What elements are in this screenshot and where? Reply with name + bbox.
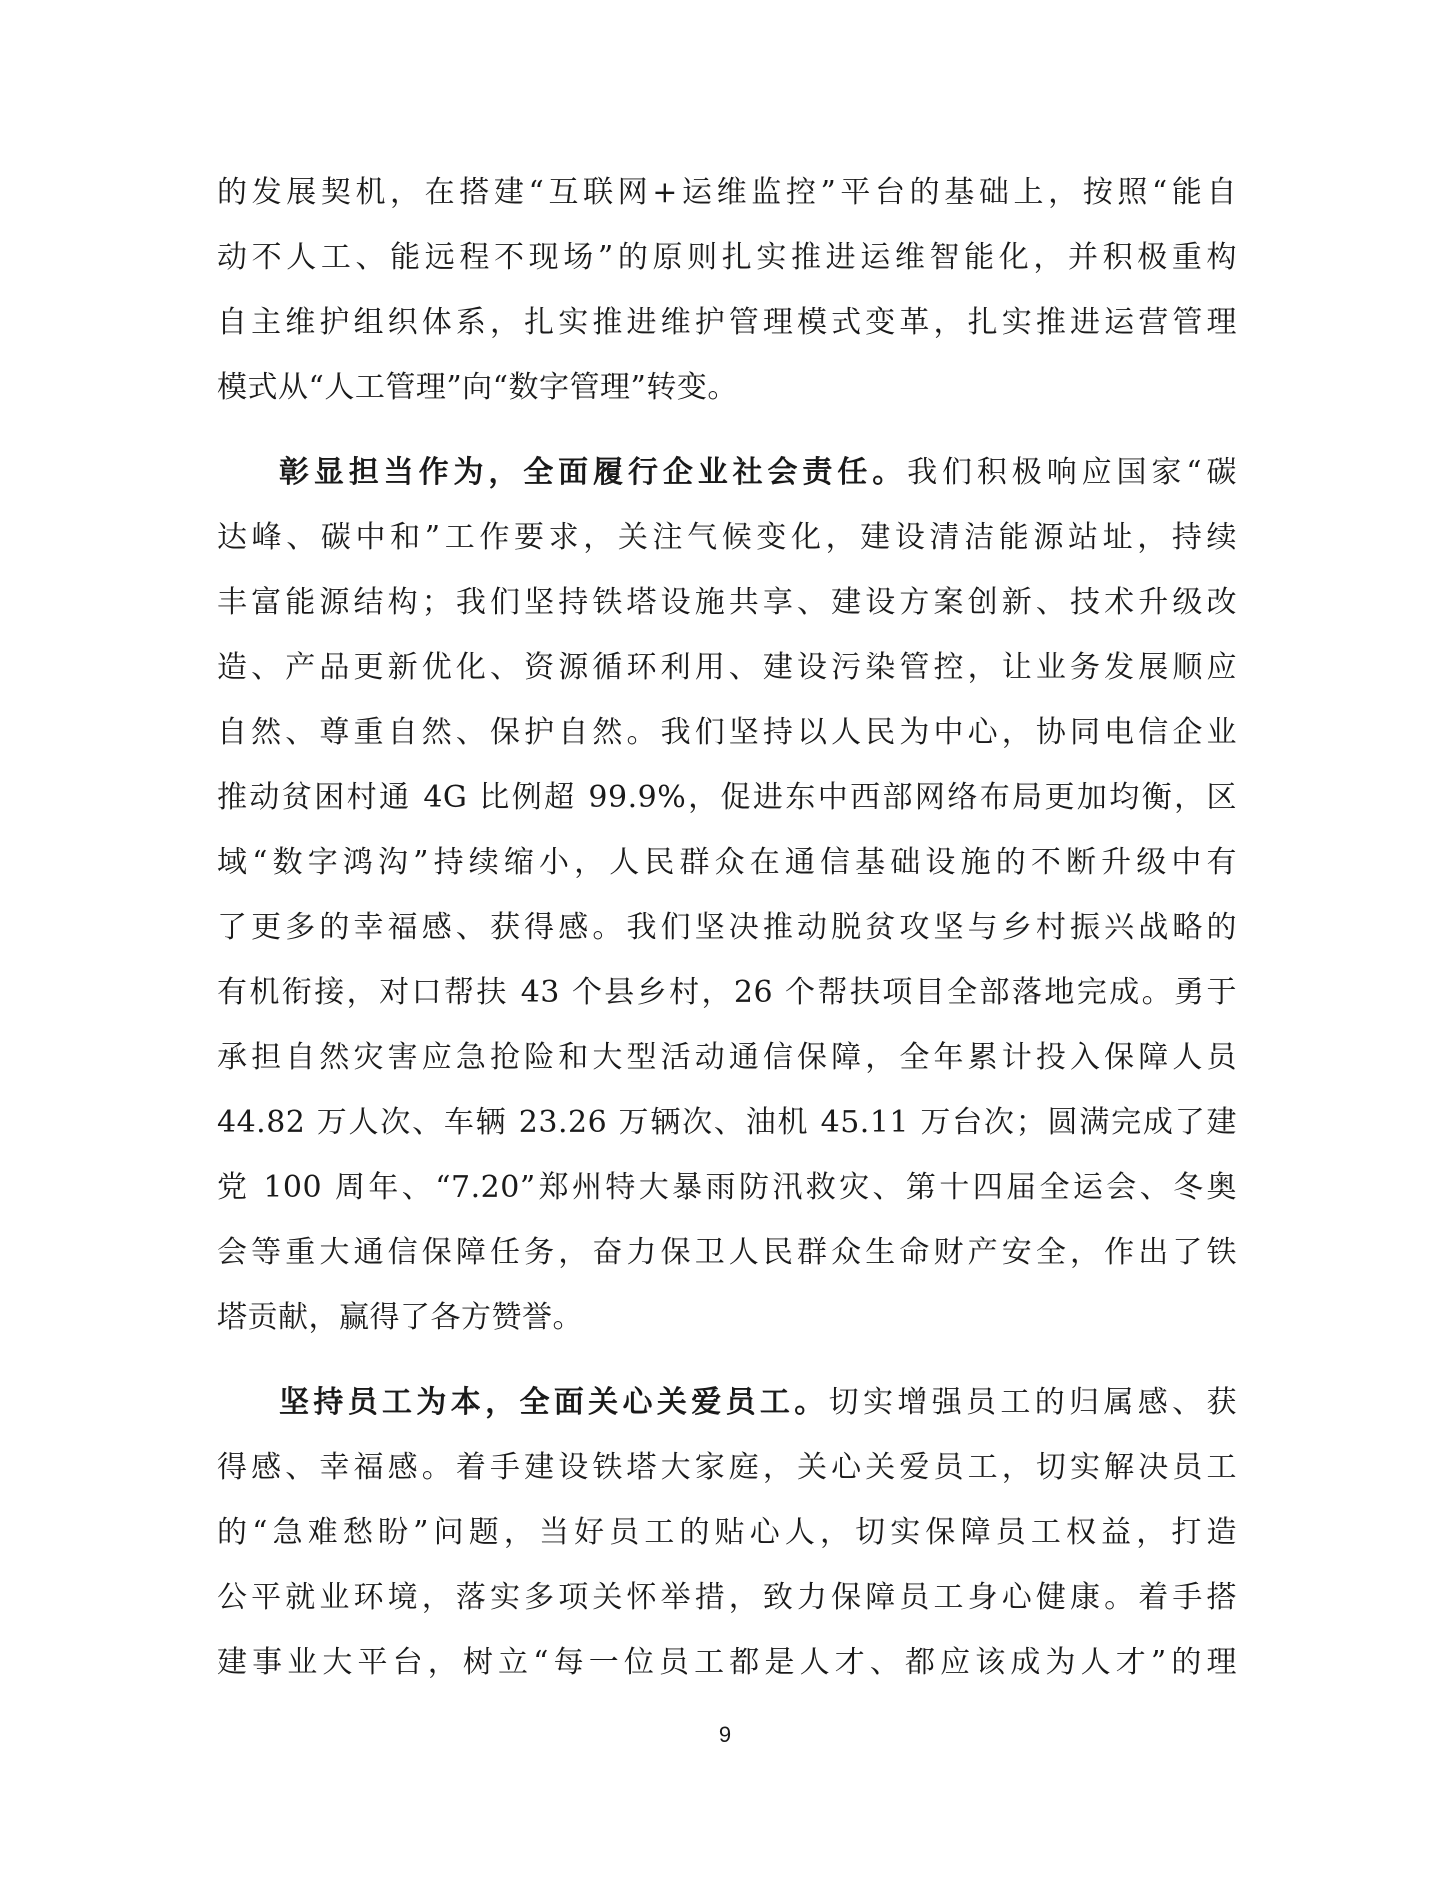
text-line: 党 100 周年、“7.20”郑州特大暴雨防汛救灾、第十四届全运会、冬奥 (217, 1170, 1237, 1205)
paragraph-heading: 彰显担当作为，全面履行企业社会责任。 (279, 455, 908, 490)
text-line: 模式从“人工管理”向“数字管理”转变。 (217, 370, 738, 405)
text-line: 动不人工、能远程不现场”的原则扎实推进运维智能化，并积极重构 (217, 240, 1237, 275)
paragraph-2 (217, 440, 1237, 1350)
text-span: 我们积极响应国家“碳 (907, 455, 1237, 490)
text-line: 的“急难愁盼”问题，当好员工的贴心人，切实保障员工权益，打造 (217, 1515, 1237, 1550)
text-line: 会等重大通信保障任务，奋力保卫人民群众生命财产安全，作出了铁 (217, 1235, 1237, 1270)
text-line: 了更多的幸福感、获得感。我们坚决推动脱贫攻坚与乡村振兴战略的 (217, 910, 1237, 945)
text-line: 达峰、碳中和”工作要求，关注气候变化，建设清洁能源站址，持续 (217, 520, 1237, 555)
text-span: 切实增强员工的归属感、获 (828, 1385, 1238, 1420)
text-line: 塔贡献，赢得了各方赞誉。 (217, 1300, 583, 1335)
text-line: 自主维护组织体系，扎实推进维护管理模式变革，扎实推进运营管理 (217, 305, 1237, 340)
text-line (217, 440, 1237, 505)
body-text (217, 160, 1237, 1695)
text-line: 承担自然灾害应急抢险和大型活动通信保障，全年累计投入保障人员 (217, 1040, 1237, 1075)
text-line: 域“数字鸿沟”持续缩小，人民群众在通信基础设施的不断升级中有 (217, 845, 1237, 880)
text-line: 推动贫困村通 4G 比例超 99.9%，促进东中西部网络布局更加均衡，区 (217, 780, 1237, 815)
text-line: 公平就业环境，落实多项关怀举措，致力保障员工身心健康。着手搭 (217, 1580, 1237, 1615)
text-line: 建事业大平台，树立“每一位员工都是人才、都应该成为人才”的理 (217, 1645, 1237, 1680)
text-line (217, 1370, 1237, 1435)
page-number: 9 (718, 1722, 732, 1747)
paragraph-heading: 坚持员工为本，全面关心关爱员工。 (279, 1385, 829, 1420)
text-line: 44.82 万人次、车辆 23.26 万辆次、油机 45.11 万台次；圆满完成了建 (217, 1105, 1237, 1140)
text-line: 得感、幸福感。着手建设铁塔大家庭，关心关爱员工，切实解决员工 (217, 1450, 1237, 1485)
text-line: 丰富能源结构；我们坚持铁塔设施共享、建设方案创新、技术升级改 (217, 585, 1237, 620)
text-line: 有机衔接，对口帮扶 43 个县乡村，26 个帮扶项目全部落地完成。勇于 (217, 975, 1237, 1010)
text-line: 自然、尊重自然、保护自然。我们坚持以人民为中心，协同电信企业 (217, 715, 1237, 750)
text-line: 的发展契机，在搭建“互联网+运维监控”平台的基础上，按照“能自 (217, 175, 1237, 210)
text-line: 造、产品更新优化、资源循环利用、建设污染管控，让业务发展顺应 (217, 650, 1237, 685)
paragraph-3 (217, 1370, 1237, 1695)
paragraph-1 (217, 160, 1237, 420)
